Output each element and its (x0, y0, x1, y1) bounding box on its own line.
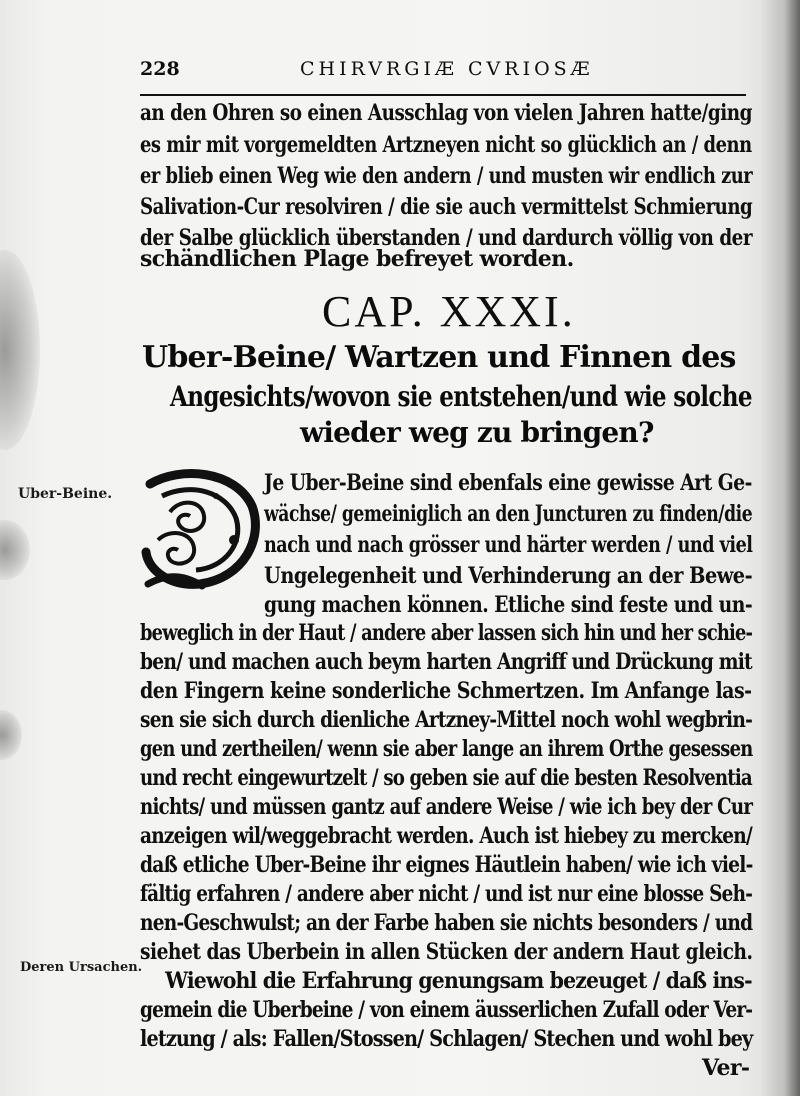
catchword: Ver- (702, 1055, 750, 1081)
body-line: den Fingern keine sonderliche Schmertzen. Im Anfange las- (140, 678, 752, 704)
body-line: letzung / als: Fallen/Stossen/ Schlagen/ Stechen und wohl bey (140, 1026, 753, 1052)
intro-line: an den Ohren so einen Ausschlag von vielen Jahren hatte/ging (140, 100, 752, 126)
margin-note: Deren Ursachen. (20, 960, 143, 975)
decorative-initial (140, 466, 262, 590)
body-line: anzeigen wil/weggebracht werden. Auch ist hiebey zu mercken/ (140, 823, 753, 849)
body-line: gung machen können. Etliche sind feste und un- (264, 592, 753, 618)
body-line: gemein die Uberbeine / von einem äusserlichen Zufall oder Ver- (140, 997, 753, 1023)
body-line: siehet das Uberbein in allen Stücken der andern Haut gleich. (140, 939, 753, 965)
body-line: wächse/ gemeiniglich an den Juncturen zu finden/die (264, 501, 753, 527)
body-line: Ungelegenheit und Verhinderung an der Bewe- (264, 563, 753, 589)
page-stain (0, 520, 30, 580)
body-line: nen-Geschwulst; an der Farbe haben sie nichts besonders / und (140, 910, 753, 936)
running-title: CHIRVRGIÆ CVRIOSÆ (300, 58, 594, 80)
chapter-number: CAP. XXXI. (322, 287, 576, 336)
running-header (140, 58, 748, 88)
body-line: nach und nach grösser und härter werden / und viel (264, 532, 753, 558)
intro-line: er blieb einen Weg wie den andern / und musten wir endlich zur (140, 163, 753, 189)
intro-line: schändlichen Plage befreyet worden. (140, 246, 574, 272)
margin-note: Uber-Beine. (18, 486, 113, 502)
intro-line: es mir mit vorgemeldten Artzneyen nicht so glücklich an / denn (140, 132, 752, 158)
header-rule (140, 94, 746, 96)
page-stain (0, 250, 40, 450)
chapter-heading-line: Angesichts/wovon sie entstehen/und wie solche (170, 380, 752, 413)
body-line: gen und zertheilen/ wenn sie aber lange an ihrem Orthe gesessen (140, 736, 753, 762)
body-line: fältig erfahren / andere aber nicht / und ist nur eine blosse Seh- (140, 881, 753, 907)
page-number: 228 (140, 58, 180, 80)
body-line: Je Uber-Beine sind ebenfals eine gewisse Art Ge- (264, 470, 752, 496)
body-line: nichts/ und müssen gantz auf andere Weise / wie ich bey der Cur (140, 794, 753, 820)
chapter-heading-line: Uber-Beine/ Wartzen und Finnen des (142, 340, 736, 375)
body-line: und recht eingewurtzelt / so geben sie auf die besten Resolventia (140, 765, 752, 791)
intro-line: Salivation-Cur resolviren / die sie auch vermittelst Schmierung (140, 194, 753, 220)
body-line: daß etliche Uber-Beine ihr eignes Häutlein haben/ wie ich viel- (140, 852, 753, 878)
page-stain (0, 710, 22, 760)
body-line: beweglich in der Haut / andere aber lassen sich hin und her schie- (140, 620, 753, 646)
body-line: sen sie sich durch dienliche Artzney-Mittel noch wohl wegbrin- (140, 707, 753, 733)
chapter-heading-line: wieder weg zu bringen? (300, 416, 654, 449)
intro-line: der Salbe glücklich überstanden / und dardurch völlig von der (140, 225, 753, 251)
body-line: Wiewohl die Erfahrung genungsam bezeuget / daß ins- (140, 968, 752, 994)
body-line: ben/ und machen auch beym harten Angriff und Drückung mit (140, 649, 752, 675)
page-edge-shadow (760, 0, 800, 1096)
